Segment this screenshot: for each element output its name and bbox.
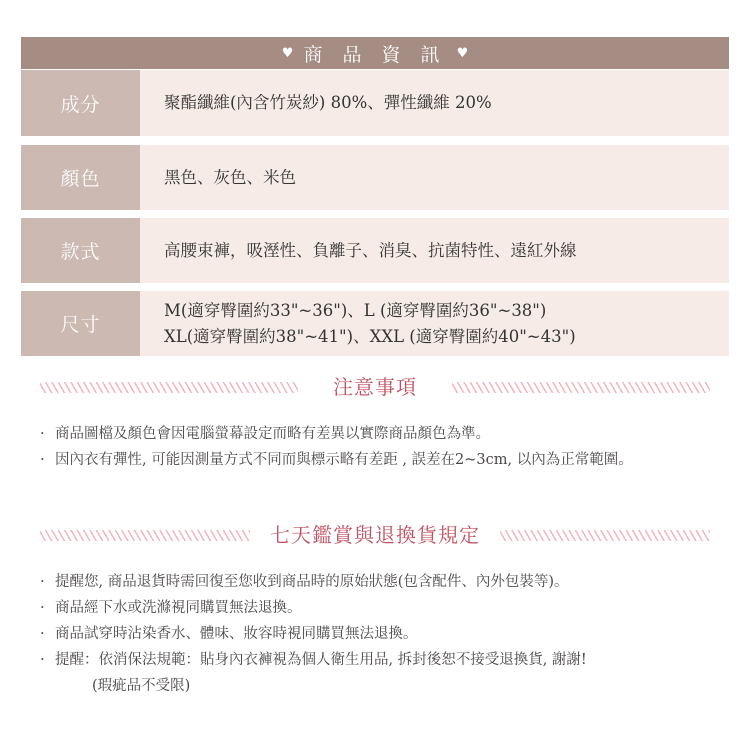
returns-list [40,571,720,697]
notice-item: · 商品圖檔及顏色會因電腦螢幕設定而略有差異以實際商品顏色為準。 [40,423,720,445]
returns-item: · 商品經下水或洗滌視同購買無法退換。 [40,597,720,619]
divider-stripes-left [40,382,298,393]
spec-value [140,291,729,356]
returns-divider [40,520,710,550]
returns-footnote: (瑕疵品不受限) [92,678,191,694]
returns-title: 七天鑑賞與退換貨規定 [270,523,480,547]
returns-item: · 提醒您, 商品退貨時需回復至您收到商品時的原始狀態(包含配件、內外包裝等)。 [40,571,720,593]
notice-divider [40,372,710,402]
returns-item: · 提醒：依消保法規範：貼身內衣褲視為個人衛生用品, 拆封後恕不接受退換貨, 謝謝! [40,649,720,671]
heart-icon-right: ♥ [456,45,469,61]
spec-label: 尺寸 [21,291,140,356]
heart-icon-left: ♥ [281,45,294,61]
spec-value-line: 高腰束褲，吸溼性、負離子、消臭、抗菌特性、遠紅外線 [164,240,577,260]
spec-value [140,218,729,283]
spec-row-style [21,218,729,283]
spec-value-line: 聚酯纖維(內含竹炭紗) 80%、彈性纖維 20% [164,93,492,112]
divider-stripes-right [452,382,710,393]
spec-label: 顏色 [21,145,140,210]
banner-title: 商 品 資 訊 [303,43,447,66]
spec-value-line: XL(適穿臀圍約38"~41")、XXL (適穿臀圍約40"~43") [164,326,576,346]
divider-stripes-right [500,530,710,541]
product-info-banner [21,37,729,69]
spec-value-line: M(適穿臀圍約33"~36")、L (適穿臀圍約36"~38") [164,300,547,320]
spec-row-material [21,70,729,136]
divider-stripes-left [40,530,250,541]
notice-item: · 因內衣有彈性, 可能因測量方式不同而與標示略有差距 , 誤差在2~3cm, 以內為正常範圍。 [40,449,720,471]
spec-row-size [21,291,729,356]
spec-value-line: 黑色、灰色、米色 [164,167,296,187]
notice-list [40,423,720,475]
spec-value [140,145,729,210]
spec-label: 款式 [21,218,140,283]
spec-value [140,70,729,136]
spec-label: 成分 [21,70,140,136]
returns-item: · 商品試穿時沾染香水、體味、妝容時視同購買無法退換。 [40,623,720,645]
notice-title: 注意事項 [333,375,417,399]
spec-row-color [21,145,729,210]
